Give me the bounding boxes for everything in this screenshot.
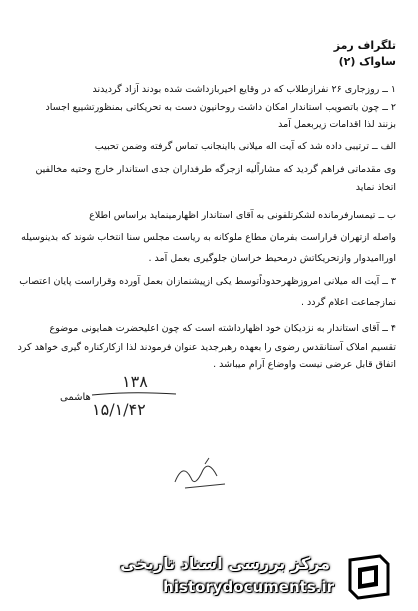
body-line: اتخاذ نماید — [355, 182, 396, 193]
body-line: تقسیم املاک آستانقدس رضوی را بعهده رهبرجدید عنوان فرمودند لذا ازکارکناره گیری خواهد کرد — [17, 342, 396, 353]
body-line: نمازجماعت اعلام گردد . — [300, 297, 396, 308]
signature-name: هاشمی — [60, 392, 91, 403]
body-line: اوراامیدوار وازتحریکاتش درمحیط خراسان جلوگیری بعمل آمد . — [148, 253, 396, 264]
watermark-title: مرکز بررسی اسناد تاریخی — [120, 554, 330, 573]
body-line: ۴ ــ آقای استاندار به نزدیکان خود اظهارداشته است که چون اعلیحضرت همایونی موضوع — [49, 323, 396, 334]
document-subtitle: ساواک (۲) — [338, 55, 396, 68]
body-line: وی مقدماتی فراهم گردید که مشاراًلیه ازجرگه طرفداران جدی استاندار خارج وحتیه مخالفین — [35, 164, 396, 175]
handwritten-initials — [165, 452, 235, 497]
watermark-url: historydocuments.ir — [163, 578, 334, 596]
body-line: الف ــ ترتیبی داده شد که آیت اله میلانی بااینجانب تماس گرفته وضمن تحبیب — [94, 141, 396, 152]
body-line: ۳ ــ آیت اله میلانی امروزظهرحدوداًتوسط یکی ازپیشنمازان بعمل آورده وقراراست پایان اعتصاب — [19, 276, 396, 287]
watermark — [120, 548, 400, 606]
body-line: بزنند لذا اقدامات زیربعمل آمد — [278, 119, 396, 130]
body-line: اتفاق قابل عرضی نیست واوضاع آرام میباشد . — [213, 359, 396, 370]
body-line: ۲ ــ چون باتصویب استاندار امکان داشت روحانیون دست به تحریکاتی بمنظورتشییع اجساد — [45, 102, 396, 113]
archive-logo-icon — [340, 552, 394, 602]
handwritten-date: ۱۵/۱/۴۲ — [92, 400, 146, 419]
body-line: واصله ازتهران قراراست بفرمان مطاع ملوکانه به ریاست مجلس سنا انتخاب شوند که بدینوسیله — [21, 232, 396, 243]
document-title: تلگراف رمز — [333, 39, 396, 52]
body-line: ۱ ــ روزجاری ۲۶ نفرازطلاب که در وقایع اخیربازداشت شده بودند آزاد گردیدند — [92, 84, 396, 95]
handwritten-number: ۱۳۸ — [122, 372, 148, 391]
body-line: ب ــ تیمسارفرمانده لشکرتلفونی به آقای استاندار اظهارمینماید براساس اطلاع — [89, 210, 396, 221]
signature-underline — [90, 390, 180, 398]
